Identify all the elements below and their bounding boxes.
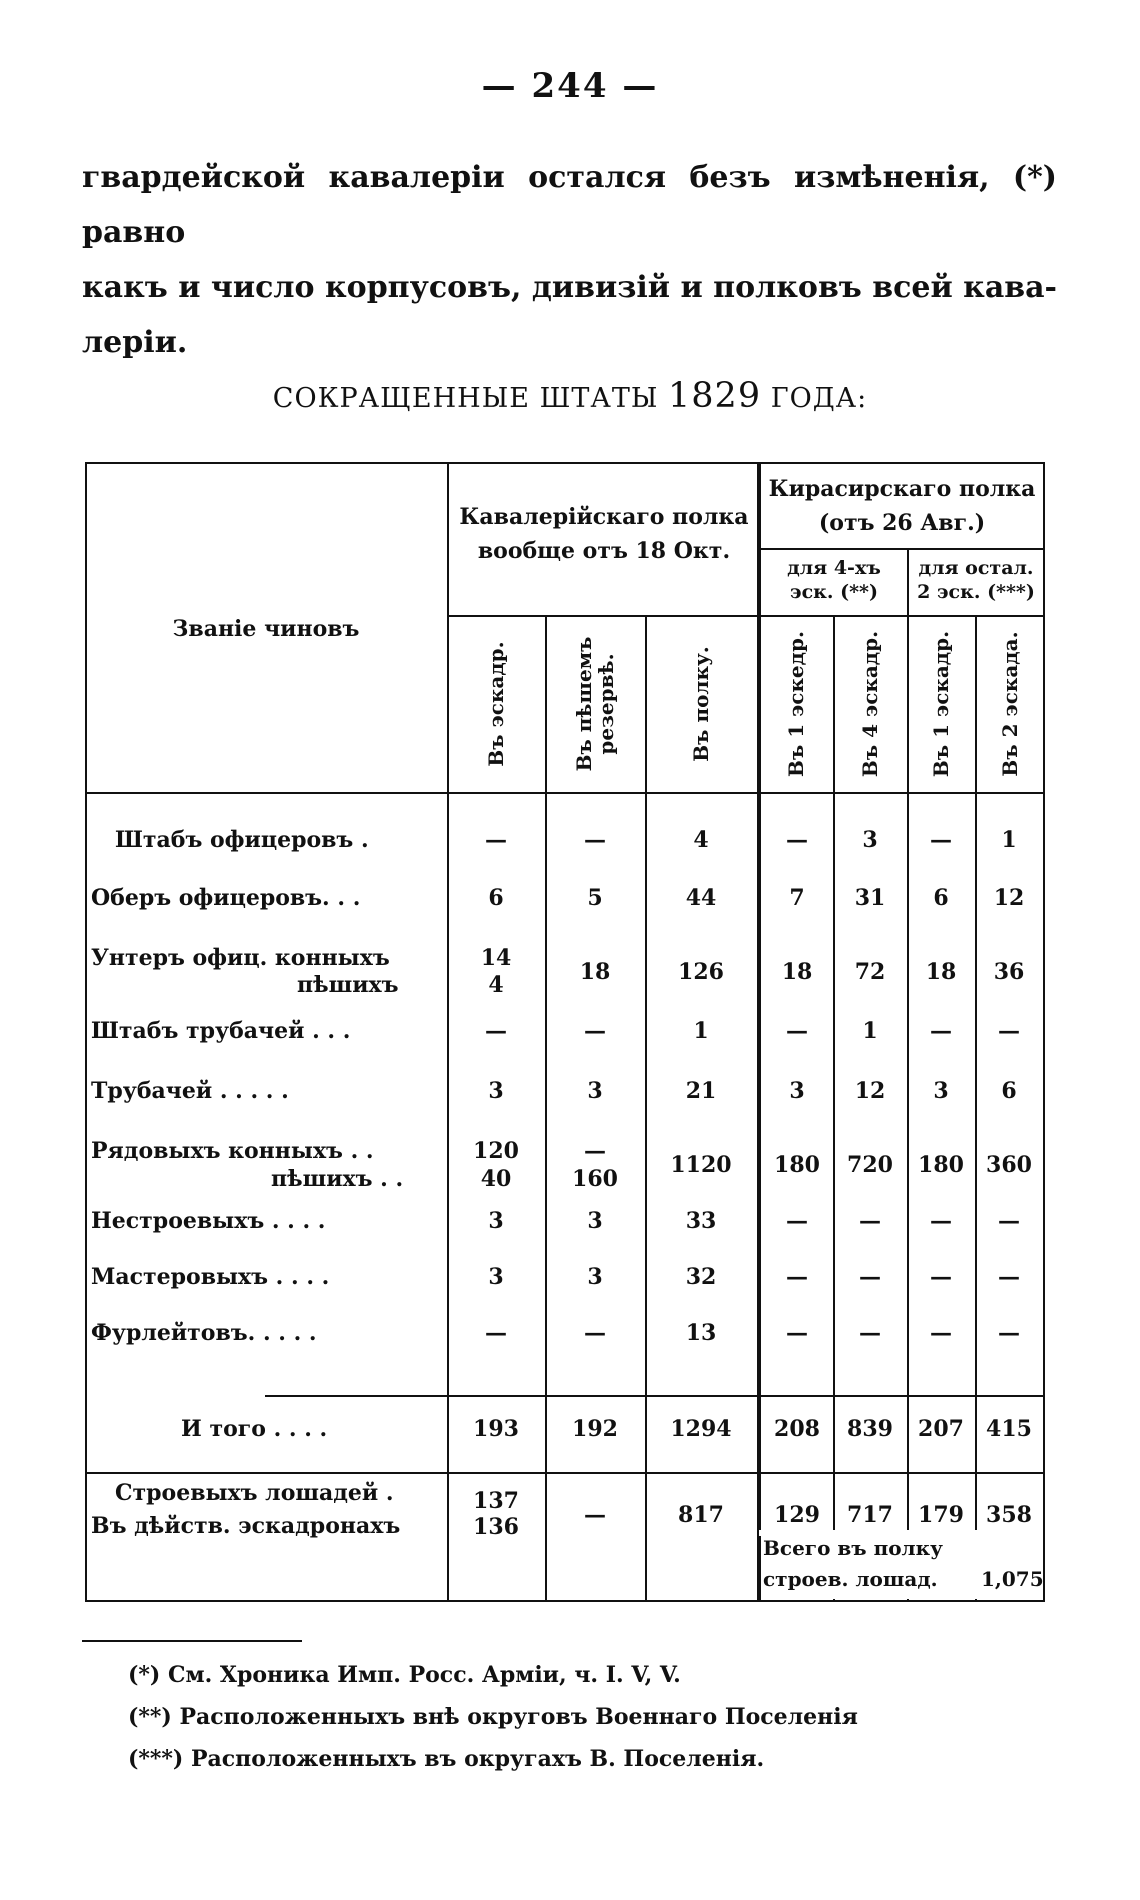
staff-table [85,462,1045,1602]
subheader-four-squadrons [761,556,907,604]
subheader-line: эск. (**) [790,581,878,603]
row-label: Нестроевыхъ . . . . [91,1208,326,1234]
cell: — [930,1320,952,1346]
cell: 1 [1001,827,1017,853]
horses-cell: 817 [678,1502,724,1528]
cell: 6 [1001,1078,1017,1104]
horses-label: Строевыхъ лошадей . [115,1480,394,1506]
cell: — [485,1320,507,1346]
cell: — [485,1018,507,1044]
col-head-foot-reserve: Въ пѣшемъ резервѣ. [572,636,618,772]
subheader-line: 2 эск. (***) [917,581,1035,603]
cell: 3 [862,827,878,853]
cell: 21 [685,1078,717,1104]
col-head-2-squadrons: Въ 2 эскада. [998,631,1022,777]
cell: 18 [579,959,611,985]
cell: 1 [862,1018,878,1044]
cell: 18 [925,959,957,985]
cell: 18 [781,959,813,985]
cell: 4 [488,972,504,998]
page-number: — 244 — [481,66,659,106]
cuirassier-header-line: (отъ 26 Авг.) [818,510,986,536]
rank-header: Званіе чиновъ [172,616,360,642]
horses-cell: 358 [986,1502,1032,1528]
row-label: Штабъ трубачей . . . [91,1018,351,1044]
cell: — [584,1138,606,1164]
subheader-line: для 4-хъ [787,557,881,579]
cell: 40 [480,1166,512,1192]
caption-year: 1829 [668,376,762,416]
cell: — [786,1208,808,1234]
total-cell: 1294 [670,1416,732,1442]
cell: — [786,1018,808,1044]
cell: — [485,827,507,853]
cell: 1 [693,1018,709,1044]
row-label: Штабъ офицеровъ . [115,827,369,853]
cell: 44 [685,885,717,911]
cell: 160 [572,1166,618,1192]
cell: 12 [854,1078,886,1104]
cell: 720 [847,1152,893,1178]
cell: — [930,1264,952,1290]
cell: 3 [488,1078,504,1104]
total-cell: 208 [774,1416,820,1442]
horses-cell: 129 [774,1502,820,1528]
row-label: Унтеръ офиц. конныхъ [91,945,390,971]
caption-pre: СОКРАЩЕННЫЕ ШТАТЫ [272,383,659,414]
cell: 3 [488,1208,504,1234]
cavalry-header-line: Кавалерійскаго полка [459,504,749,530]
cell: 3 [587,1264,603,1290]
paragraph [82,150,1057,370]
cell: — [584,1018,606,1044]
cell: 3 [587,1208,603,1234]
cell: — [584,1320,606,1346]
cell: 12 [993,885,1025,911]
cell: 32 [685,1264,717,1290]
footnote-rule [82,1640,302,1642]
horses-label: Въ дѣйств. эскадронахъ [91,1513,401,1539]
subheader-line: для остал. [918,557,1034,579]
cell: — [930,827,952,853]
cell: 6 [933,885,949,911]
cell: 72 [854,959,886,985]
total-label: И того . . . . [181,1416,328,1442]
horses-cell: 179 [918,1502,964,1528]
cuirassier-header-line: Кирасирскаго полка [768,476,1036,502]
cell: 126 [678,959,724,985]
horses-summary-value: 1,075 [981,1567,1044,1591]
col-head-4-squadrons: Въ 4 эскадр. [858,630,882,778]
row-label: пѣшихъ . . [271,1166,404,1192]
cell: 4 [693,827,709,853]
cell: 180 [774,1152,820,1178]
col-head-1-squadron-a: Въ 1 эскедр. [784,631,808,777]
horses-summary-line: Всего въ полку [763,1536,943,1560]
cell: 3 [789,1078,805,1104]
horses-cell: 136 [473,1514,519,1540]
cell: 1120 [670,1152,732,1178]
cell: 120 [473,1138,519,1164]
cell: 33 [685,1208,717,1234]
total-cell: 193 [473,1416,519,1442]
paragraph-line: гвардейской кавалеріи остался безъ измѣненія, (*) равно [82,160,1057,250]
total-cell: 839 [847,1416,893,1442]
footnote: (***) Расположенныхъ въ округахъ В. Поселенія. [128,1746,765,1772]
total-cell: 207 [918,1416,964,1442]
subheader-two-squadrons [909,556,1043,604]
row-label: Оберъ офицеровъ. . . [91,885,361,911]
row-label: Рядовыхъ конныхъ . . [91,1138,374,1164]
cell: 7 [789,885,805,911]
horses-cell: — [584,1502,606,1528]
cell: — [998,1208,1020,1234]
cell: — [859,1320,881,1346]
footnote: (**) Расположенныхъ внѣ округовъ Военнаго Поселенія [128,1704,858,1730]
cell: — [786,1320,808,1346]
row-label: Мастеровыхъ . . . . [91,1264,330,1290]
cell: — [584,827,606,853]
cell: 180 [918,1152,964,1178]
total-cell: 415 [986,1416,1032,1442]
row-label: Трубачей . . . . . [91,1078,289,1104]
cell: 3 [587,1078,603,1104]
cell: — [930,1018,952,1044]
cell: 14 [480,945,512,971]
row-label: пѣшихъ [297,972,399,998]
col-head-squadron: Въ эскадр. [484,641,508,767]
col-head-regiment: Въ полку. [689,646,713,762]
horses-cell: 137 [473,1488,519,1514]
cell: — [859,1208,881,1234]
row-label: Фурлейтовъ. . . . . [91,1320,317,1346]
cell: 6 [488,885,504,911]
cavalry-header [451,500,757,568]
cell: — [930,1208,952,1234]
col-head-1-squadron-b: Въ 1 эскадр. [929,630,953,778]
cuirassier-header [761,472,1043,540]
footnote: (*) См. Хроника Имп. Росс. Арміи, ч. I. V, V. [128,1662,681,1688]
caption-post: ГОДА: [770,383,868,414]
cell: 31 [854,885,886,911]
cell: — [859,1264,881,1290]
cell: — [998,1320,1020,1346]
total-cell: 192 [572,1416,618,1442]
cell: 3 [488,1264,504,1290]
cell: — [998,1018,1020,1044]
horses-summary-line: строев. лошад. [763,1567,938,1591]
paragraph-line: леріи. [82,325,188,360]
paragraph-line: какъ и число корпусовъ, дивизій и полковъ всей кава- [82,270,1057,305]
cell: — [786,1264,808,1290]
table-caption [0,376,1140,416]
cell: 3 [933,1078,949,1104]
cavalry-header-line: вообще отъ 18 Окт. [477,538,731,564]
cell: 13 [685,1320,717,1346]
cell: 36 [993,959,1025,985]
cell: 360 [986,1152,1032,1178]
cell: — [786,827,808,853]
cell: 5 [587,885,603,911]
horses-cell: 717 [847,1502,893,1528]
cell: — [998,1264,1020,1290]
